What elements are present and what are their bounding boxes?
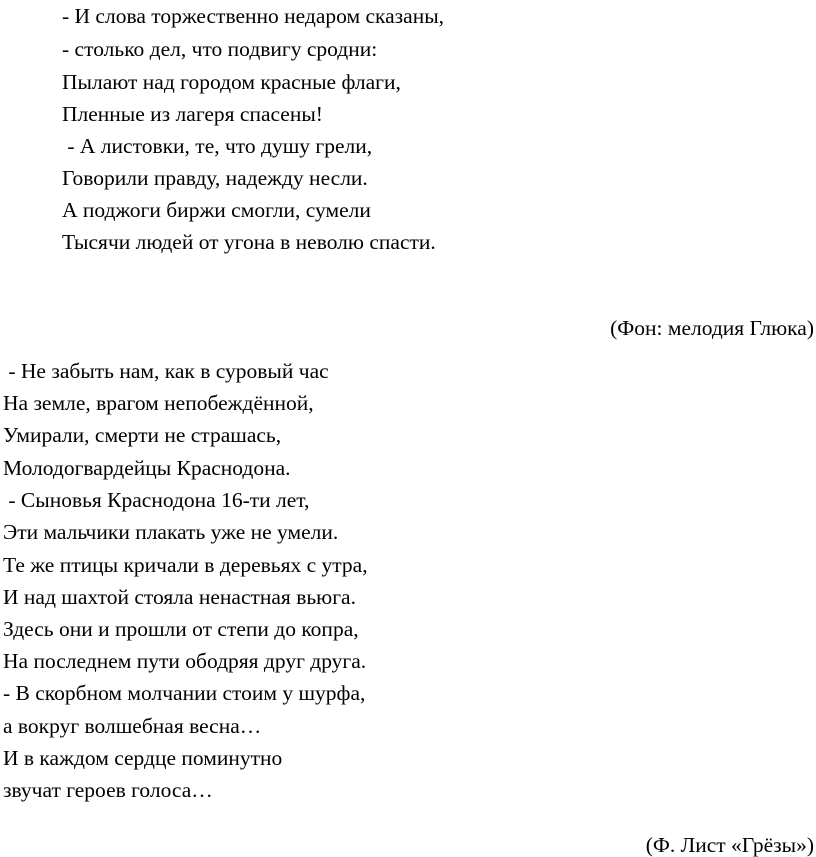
verse-line: Пленные из лагеря спасены! [62,102,323,126]
music-note-liszt: (Ф. Лист «Грёзы») [645,832,814,857]
verse-line: На земле, врагом непобеждённой, [3,391,314,415]
verse-line: звучат героев голоса… [3,778,213,802]
verse-line: - В скорбном молчании стоим у шурфа, [3,681,366,705]
verse-line: Умирали, смерти не страшась, [3,423,282,447]
verse-line: Те же птицы кричали в деревьях с утра, [3,553,368,577]
verse-line: Говорили правду, надежду несли. [62,166,368,190]
verse-line: - столько дел, что подвигу сродни: [62,37,378,61]
verse-line: Тысячи людей от угона в неволю спасти. [62,230,436,254]
verse-line: И в каждом сердце поминутно [3,746,283,770]
verse-line: - А листовки, те, что душу грели, [62,134,373,158]
verse-line: Эти мальчики плакать уже не умели. [3,520,339,544]
verse-line: На последнем пути ободряя друг друга. [3,649,367,673]
verse-line: - Не забыть нам, как в суровый час [3,359,329,383]
verse-line: - Сыновья Краснодона 16-ти лет, [3,488,310,512]
verse-line: а вокруг волшебная весна… [3,714,262,738]
verse-line: Пылают над городом красные флаги, [62,70,401,94]
verse-line: - И слова торжественно недаром сказаны, [62,4,445,28]
verse-line: Молодогвардейцы Краснодона. [3,456,291,480]
verse-line: И над шахтой стояла ненастная вьюга. [3,585,356,609]
music-note-gluck: (Фон: мелодия Глюка) [610,315,814,340]
verse-line: Здесь они и прошли от степи до копра, [3,617,359,641]
verse-line: А поджоги биржи смогли, сумели [62,198,371,222]
